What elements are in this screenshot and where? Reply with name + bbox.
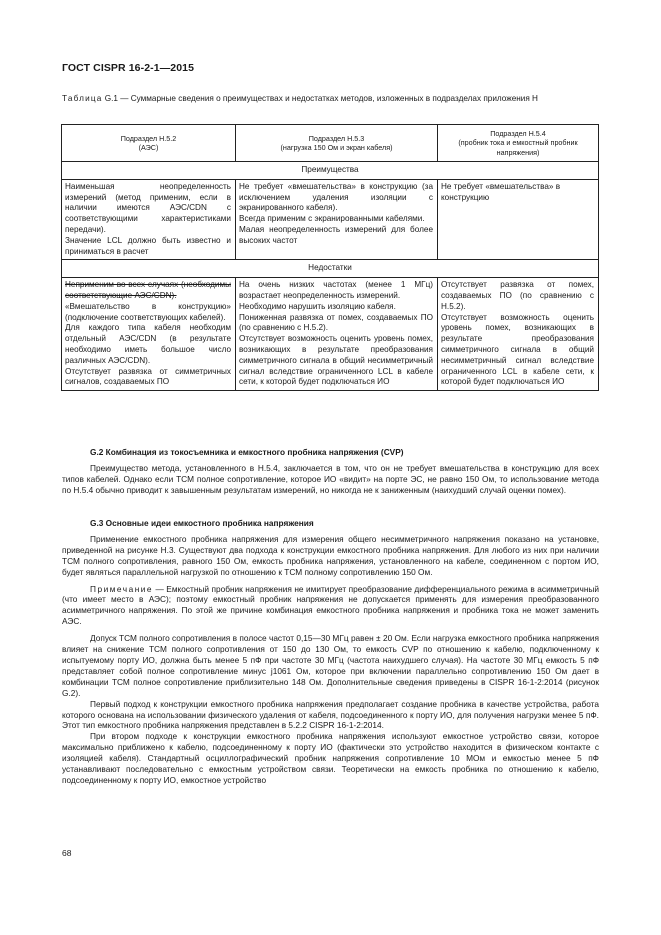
cell-paragraph: «Вмешательство в конструкцию» (подключение соответствующих кабелей). [65, 301, 231, 322]
cell-paragraph: Наименьшая неопределенность измерений (метод применим, если в наличии имеются АЭС/CDN с соответствующими характеристиками передачи). [65, 181, 231, 234]
paragraph: При втором подходе к конструкции емкостного пробника напряжения используют емкостное устройство связи, которое максимально приближено к кабелю, подсоединенному к порту ИО (фактически это устройство находится в физическом контакте с изоляцией кабеля). Стандартный осциллографический пробник напряжения сопротивление 10 МОм и емкостью менее 5 пФ устанавливают последовательно с емкостным устройством связи. Теоретически на емкость пробника по отношению к кабелю, подсоединенному к порту ИО, емкостное устройство [62, 731, 599, 785]
paragraph: Первый подход к конструкции емкостного пробника напряжения предполагает создание пробника в качестве устройства, работа которого основана на использовании физического удаления от кабеля, подсоединенного к порту ИО, для получения нагрузки менее 5 пФ. Этот тип емкостного пробника напряжения представлен в 5.2.2 CISPR 16-1-2:2014. [62, 698, 599, 731]
cell-paragraph: Всегда применим с экранированными кабелями. [239, 214, 425, 224]
column-header [236, 125, 438, 162]
table-cell [438, 278, 599, 391]
cell-paragraph: Отсутствует развязка от симметричных сигналов, создаваемых ПО [65, 366, 231, 387]
paragraph: Преимущество метода, установленного в Н.5.4, заключается в том, что он не требует вмешательства в конструкцию для всех типов кабелей. Однако если ТСМ полное сопротивление, которое ИО «видит» на порте ЭС, не равно 150 Ом, то использование метода по Н.5.4 обычно приводит к завышенным результатам измерений, но никогда не к заниженным (наихудший случай оценки помех). [62, 462, 599, 495]
section-row [62, 260, 599, 278]
cell-paragraph-struck: Неприменим во всех случаях (необходимы соответствующие АЭС/CDN). [65, 280, 231, 300]
cell-paragraph: Для каждого типа кабеля необходим отдельный АЭС/CDN (в результате необходимо иметь большое число различных АЭС/CDN). [65, 323, 231, 365]
table-cell [236, 278, 438, 391]
note-paragraph [62, 584, 599, 628]
cell-paragraph: Не требует «вмешательства» в конструкцию [441, 181, 561, 202]
table-cell [236, 179, 438, 260]
column-header-line: Подраздел Н.5.3 [308, 133, 365, 143]
column-header [62, 125, 236, 162]
table-row [62, 179, 599, 260]
cell-paragraph: Необходимо нарушить изоляцию кабеля. [239, 301, 396, 311]
table-header-row [62, 125, 599, 162]
table-cell [438, 179, 599, 260]
section-disadvantages: Недостатки [62, 260, 599, 278]
section-g3 [62, 518, 599, 786]
table-cell [62, 278, 236, 391]
section-heading: G.2 Комбинация из токосъемника и емкостного пробника напряжения (CVP) [90, 447, 404, 457]
section-g2 [62, 447, 599, 496]
table-caption-text: G.1 — Суммарные сведения о преимуществах и недостатках методов, изложенных в подразделах приложения Н [102, 94, 538, 103]
column-header-line: (пробник тока и емкостный пробник напряжения) [458, 138, 578, 157]
column-header-line: Подраздел Н.5.2 [120, 133, 177, 143]
document-header: ГОСТ CISPR 16-2-1—2015 [62, 62, 195, 74]
section-heading: G.3 Основные идеи емкостного пробника напряжения [90, 518, 314, 528]
table-cell [62, 179, 236, 260]
table-caption-label: Таблица [62, 94, 103, 103]
section-advantages: Преимущества [62, 162, 599, 180]
note-text: — Емкостный пробник напряжения не имитирует преобразование дифференциального режима в асимметричный (что имеет место в АЭС); поэтому емкостный пробник напряжения не допускается применять для измерения преобразованного асимметричного напряжения. По этой же причине комбинация емкостного пробника напряжения и пробника тока не может заменить АЭС. [62, 583, 599, 627]
section-row [62, 162, 599, 180]
column-header [438, 125, 599, 162]
cell-paragraph: Пониженная развязка от помех, создаваемых ПО (по сравнению с Н.5.2). [239, 312, 433, 333]
paragraph: Допуск ТСМ полного сопротивления в полосе частот 0,15—30 МГц равен ± 20 Ом. Если нагрузка емкостного пробника напряжения влияет на снижение ТСМ полного сопротивления от 150 до 130 Ом, то емкость CVP по отношению к кабелю, подключенному к испытуемому порту ИО, должна быть менее 5 пФ при частоте 30 МГц (частота наихудшего случая). На частоте 30 МГц емкость 5 пФ представляет собой полное сопротивление минус j1061 Ом, которое при включении параллельно сопротивлению 150 Ом дает в комбинации ТСМ полное сопротивление приблизительно 148 Ом. Дополнительные сведения приведены в CISPR 16-1-2:2014 (рисунок G.2). [62, 633, 599, 698]
paragraph: Применение емкостного пробника напряжения для измерения общего несимметричного напряжения показано на установке, приведенной на рисунке Н.3. Существуют два подхода к конструкции емкостного пробника напряжения. Для любого из них при наличии ТСМ полного сопротивления, равного 150 Ом, емкость пробника напряжения, установленного на кабеле, соединенном с портом ИО, будет являться параллельной нагрузкой по отношению к ТСМ полному сопротивлению 150 Ом. [62, 533, 599, 577]
note-label: Примечание [90, 583, 154, 594]
cell-paragraph: Малая неопределенность измерений для более высоких частот [239, 224, 433, 245]
cell-paragraph: Отсутствует возможность оценить уровень помех, возникающих в результате преобразования симметричного сигнала в общий несимметричный сигнал вследствие ограниченного LCL в кабеле сети, к которой будет подключаться ИО [441, 312, 594, 387]
table-caption [62, 93, 600, 104]
cell-paragraph: На очень низких частотах (менее 1 МГц) возрастает неопределенность измерений. [239, 280, 433, 300]
comparison-table [61, 124, 599, 391]
column-header-line: (АЭС) [138, 143, 159, 152]
cell-paragraph: Значение LCL должно быть известно и приниматься в расчет [65, 235, 231, 256]
cell-paragraph: Отсутствует возможность оценить уровень помех, возникающих в результате преобразования симметричного сигнала в общий несимметричный сигнал вследствие ограниченного LCL в кабеле сети, к которой будет подключаться ИО [239, 334, 433, 387]
column-header-line: (нагрузка 150 Ом и экран кабеля) [280, 143, 393, 152]
column-header-line: Подраздел Н.5.4 [490, 128, 546, 138]
table-row [62, 278, 599, 391]
cell-paragraph: Не требует «вмешательства» в конструкцию (за исключением удаления изоляции с экранированного кабеля). [239, 181, 433, 213]
cell-paragraph: Отсутствует развязка от помех, создаваемых ПО (по сравнению с Н.5.2). [441, 280, 594, 311]
page-number: 68 [62, 848, 72, 858]
